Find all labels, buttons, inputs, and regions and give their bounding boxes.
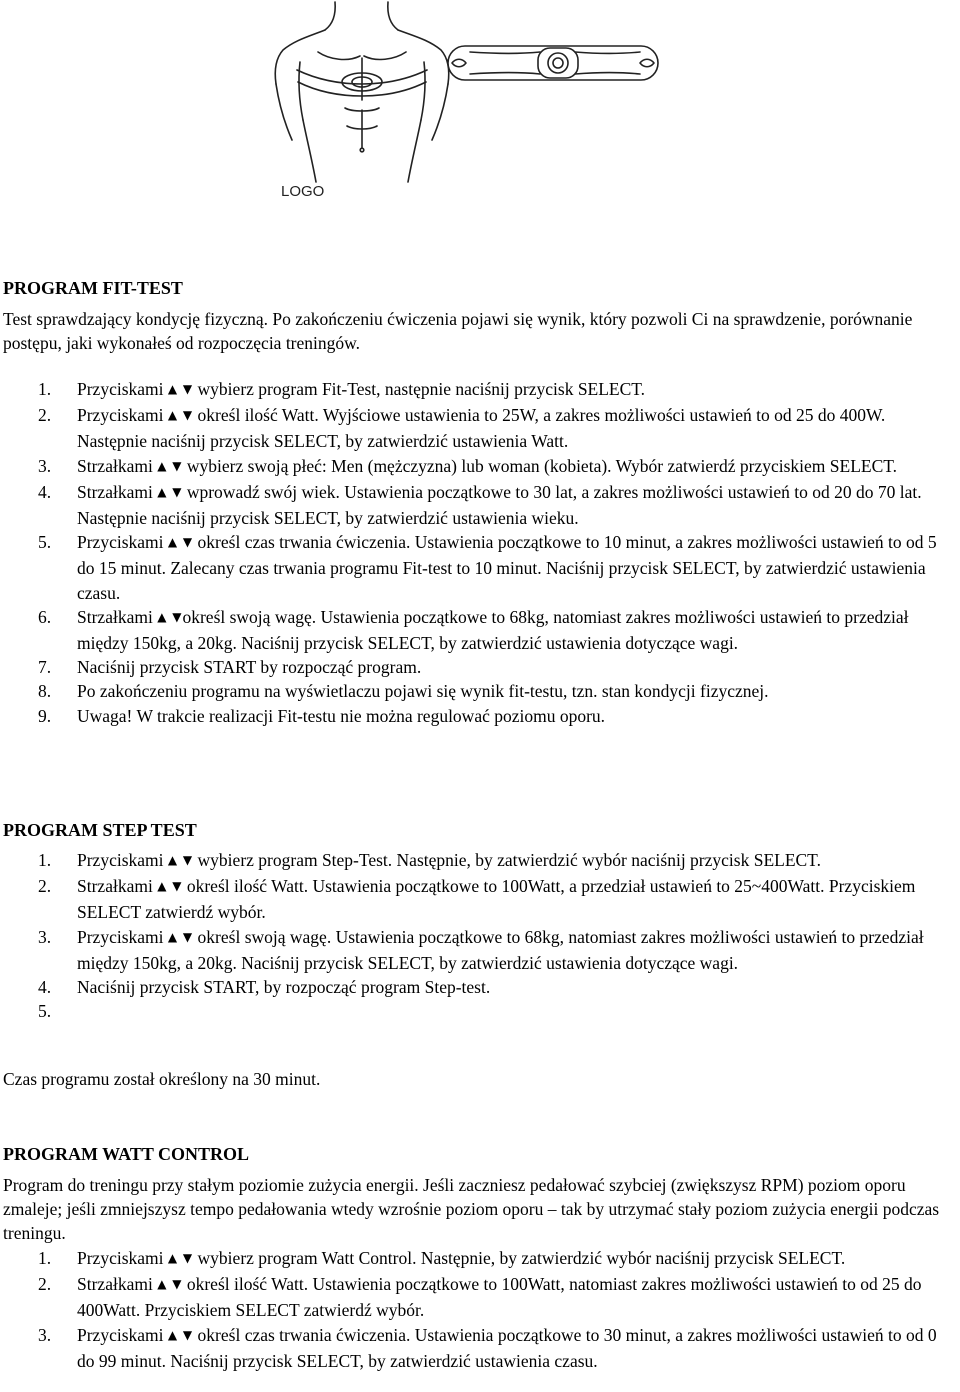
list-item: 1. Przyciskami ▲ ▼ wybierz program Watt Control. Następnie, by zatwierdzić wybór naciśnij przycisk SELECT. — [38, 1248, 846, 1268]
list-item: 3. Strzałkami ▲ ▼ wybierz swoją płeć: Men (mężczyzna) lub woman (kobieta). Wybór zatwierdź przyciskiem SELECT. — [38, 455, 898, 476]
section-title-watt-control: PROGRAM WATT CONTROL — [3, 1144, 250, 1164]
list-item: 2. Strzałkami ▲ ▼ określ ilość Watt. Ustawienia początkowe to 100Watt, natomiast zakres możliwości ustawień to od 25 do 400Watt. Przyciskiem SELECT zatwierdź wybór. — [38, 1274, 922, 1321]
list-item: 8. Po zakończeniu programu na wyświetlaczu pojawi się wynik fit-testu, tzn. stan kondycji fizycznej. — [38, 681, 769, 702]
arrow-keys-icon: ▲ ▼ — [167, 535, 194, 550]
arrow-keys-icon: ▲ ▼ — [157, 458, 183, 473]
list-item: 3. Przyciskami ▲ ▼ określ swoją wagę. Ustawienia początkowe to 68kg, natomiast zakres możliwości ustawień to przedział między 150kg, a 20kg. Naciśnij przycisk SELECT, by zatwierdzić ustawienia dotyczące wagi. — [38, 926, 924, 973]
watt-control-intro: Program do treningu przy stałym poziomie zużycia energii. Jeśli zaczniesz pedałować szybciej (zwiększysz RPM) poziom oporu zmaleje; jeśli zmniejszysz tempo pedałowania wtedy wzrośnie poziom oporu – tak by utrzymać stały poziom zużycia energii podczas treningu. — [3, 1175, 940, 1244]
list-item: 3. Przyciskami ▲ ▼ określ czas trwania ćwiczenia. Ustawienia początkowe to 30 minut, a zakres możliwości ustawień to od 0 do 99 minut. Naciśnij przycisk SELECT, by zatwierdzić ustawienia czasu. — [38, 1324, 937, 1371]
fit-test-intro: Test sprawdzający kondycję fizyczną. Po zakończeniu ćwiczenia pojawi się wynik, który pozwoli Ci na sprawdzenie, porównanie postępu, jaki wykonałeś od rozpoczęcia treningów. — [3, 309, 913, 354]
arrow-keys-icon: ▲ ▼ — [167, 929, 194, 944]
list-item: 7. Naciśnij przycisk START by rozpocząć program. — [38, 657, 422, 678]
arrow-keys-icon: ▲ ▼ — [167, 1251, 194, 1265]
step-test-steps — [3, 848, 958, 1023]
arrow-keys-icon: ▲ ▼ — [157, 879, 183, 894]
chest-strap-illustration — [0, 0, 960, 230]
logo-label: LOGO — [281, 183, 325, 200]
section-title-step-test: PROGRAM STEP TEST — [3, 820, 197, 840]
arrow-keys-icon: ▲ ▼ — [167, 382, 194, 396]
list-item: 4. Naciśnij przycisk START, by rozpocząć program Step-test. — [38, 977, 491, 998]
list-item: 1. Przyciskami ▲ ▼ wybierz program Step-Test. Następnie, by zatwierdzić wybór naciśnij przycisk SELECT. — [38, 850, 821, 870]
list-item: 2. Strzałkami ▲ ▼ określ ilość Watt. Ustawienia początkowe to 100Watt, a przedział ustawień to 25~400Watt. Przyciskiem SELECT zatwierdź wybór. — [38, 876, 916, 923]
arrow-keys-icon: ▲ ▼ — [157, 609, 183, 624]
step-test-footer: Czas programu został określony na 30 minut. — [3, 1069, 321, 1089]
fit-test-steps — [3, 377, 958, 728]
watt-control-steps — [3, 1246, 958, 1373]
list-item: 5. Przyciskami ▲ ▼ określ czas trwania ćwiczenia. Ustawienia początkowe to 10 minut, a zakres możliwości ustawień to od 5 do 15 minut. Zalecany czas trwania programu Fit-test to 10 minut. Naciśnij przycisk SELECT, by zatwierdzić ustawienia czasu. — [38, 532, 937, 603]
arrow-keys-icon: ▲ ▼ — [157, 484, 183, 499]
arrow-keys-icon: ▲ ▼ — [167, 408, 194, 423]
list-item: 1. Przyciskami ▲ ▼ wybierz program Fit-Test, następnie naciśnij przycisk SELECT. — [38, 379, 646, 399]
arrow-keys-icon: ▲ ▼ — [157, 1277, 183, 1292]
arrow-keys-icon: ▲ ▼ — [167, 853, 194, 867]
arrow-keys-icon: ▲ ▼ — [167, 1327, 194, 1342]
list-item: 2. Przyciskami ▲ ▼ określ ilość Watt. Wyjściowe ustawienia to 25W, a zakres możliwości ustawień to od 25 do 400W. Następnie naciśnij przycisk SELECT, by zatwierdzić ustawienia Watt. — [38, 405, 886, 452]
list-item: 9. Uwaga! W trakcie realizacji Fit-testu nie można regulować poziomu oporu. — [38, 705, 606, 726]
list-item: 4. Strzałkami ▲ ▼ wprowadź swój wiek. Ustawienia początkowe to 30 lat, a zakres możliwości ustawień to od 20 do 70 lat. Następnie naciśnij przycisk SELECT, by zatwierdzić ustawienia wieku. — [38, 481, 922, 529]
section-title-fit-test: PROGRAM FIT-TEST — [3, 278, 183, 298]
chest-strap-drawing — [0, 0, 960, 230]
list-item: 5. — [38, 1001, 52, 1022]
list-item: 6. Strzałkami ▲ ▼określ swoją wagę. Ustawienia początkowe to 68kg, natomiast zakres możliwości ustawień to przedział między 150kg, a 20kg. Naciśnij przycisk SELECT, by zatwierdzić ustawienia dotyczące wagi. — [38, 606, 909, 654]
